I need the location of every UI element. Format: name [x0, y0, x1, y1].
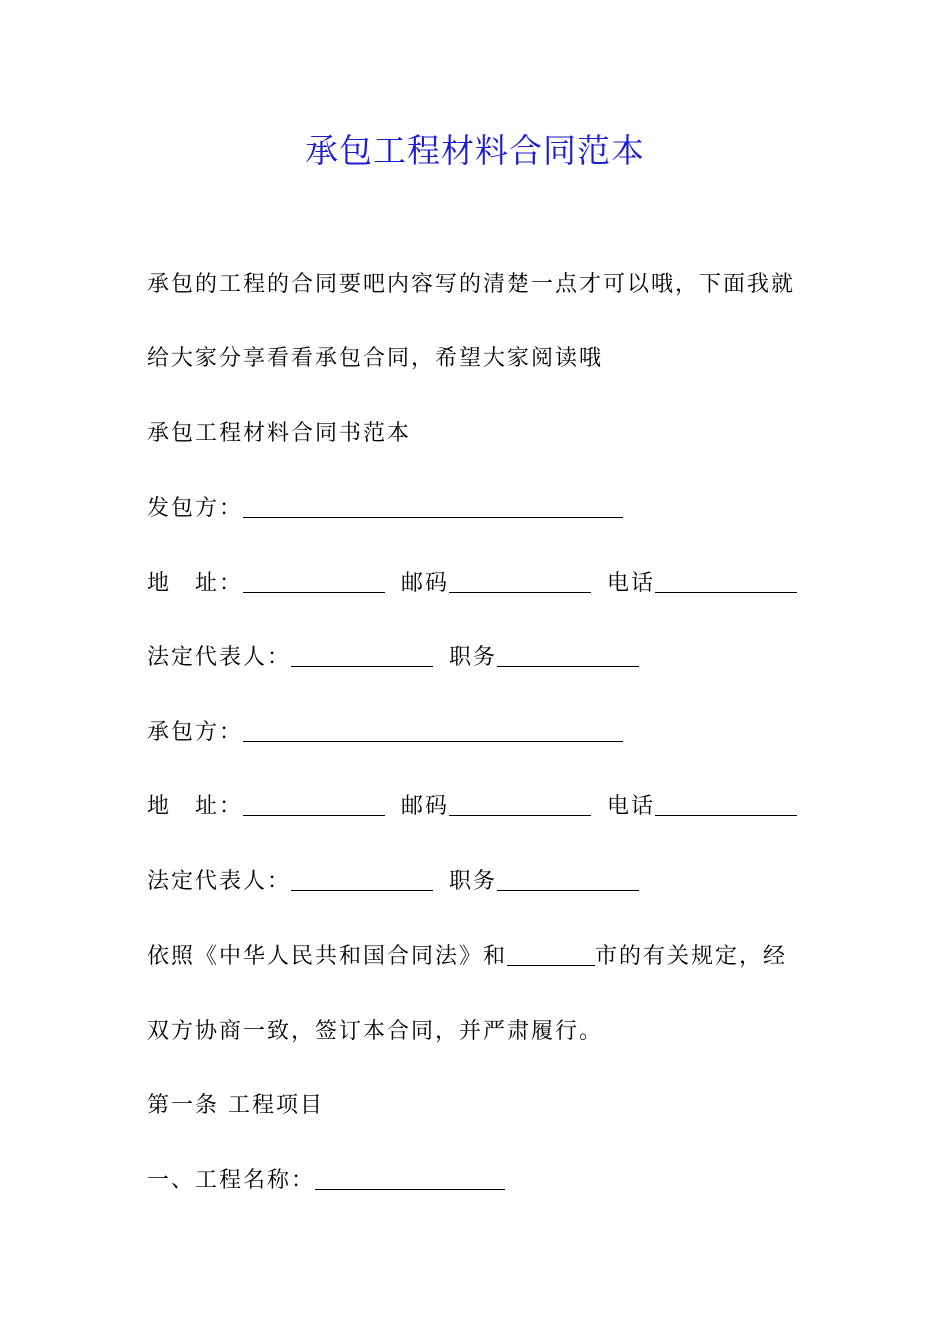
party-a-address-field[interactable] — [243, 570, 385, 593]
party-b-legal-rep-field[interactable] — [291, 868, 433, 891]
party-b-position-label: 职务 — [449, 869, 498, 894]
party-a-position-label: 职务 — [449, 645, 498, 670]
basis-line-1 — [147, 942, 827, 972]
party-a-legal-rep-field[interactable] — [291, 644, 433, 667]
party-b-phone-label: 电话 — [607, 794, 656, 819]
party-a-position-field[interactable] — [497, 644, 639, 667]
party-a-phone-label: 电话 — [607, 571, 656, 596]
intro-line-1: 承包的工程的合同要吧内容写的清楚一点才可以哦，下面我就 — [147, 272, 796, 297]
party-a-legal-rep-line — [147, 643, 827, 673]
item-1-label: 一、工程名称： — [147, 1168, 316, 1193]
party-b-postcode-label: 邮码 — [401, 794, 450, 819]
party-b-legal-rep-label: 法定代表人： — [147, 869, 292, 894]
party-a-legal-rep-label: 法定代表人： — [147, 645, 292, 670]
party-a-postcode-label: 邮码 — [401, 571, 450, 596]
party-a-address-line — [147, 569, 827, 599]
party-b-address-line — [147, 792, 827, 822]
item-1-line — [147, 1166, 827, 1196]
intro-line-2: 给大家分享看看承包合同，希望大家阅读哦 — [147, 346, 604, 371]
party-a-line — [147, 494, 827, 524]
party-b-phone-field[interactable] — [655, 793, 797, 816]
project-name-field[interactable] — [315, 1167, 505, 1190]
contract-subtitle: 承包工程材料合同书范本 — [147, 421, 412, 446]
party-b-postcode-field[interactable] — [449, 793, 591, 816]
party-b-address-field[interactable] — [243, 793, 385, 816]
party-b-address-label: 地 址： — [147, 794, 244, 819]
party-a-label: 发包方： — [147, 496, 244, 521]
article-1-heading: 第一条 工程项目 — [147, 1093, 324, 1118]
basis-line-2: 双方协商一致，签订本合同，并严肃履行。 — [147, 1019, 604, 1044]
document-title: 承包工程材料合同范本 — [305, 131, 645, 170]
party-b-line — [147, 718, 827, 748]
party-a-name-field[interactable] — [243, 495, 623, 518]
party-b-name-field[interactable] — [243, 719, 623, 742]
basis-text-b: 市的有关规定，经 — [595, 944, 788, 969]
party-a-postcode-field[interactable] — [449, 570, 591, 593]
party-b-label: 承包方： — [147, 720, 244, 745]
party-b-legal-rep-line — [147, 867, 827, 897]
city-field[interactable] — [507, 943, 595, 966]
party-a-address-label: 地 址： — [147, 571, 244, 596]
basis-text-a: 依照《中华人民共和国合同法》和 — [147, 944, 508, 969]
party-b-position-field[interactable] — [497, 868, 639, 891]
party-a-phone-field[interactable] — [655, 570, 797, 593]
